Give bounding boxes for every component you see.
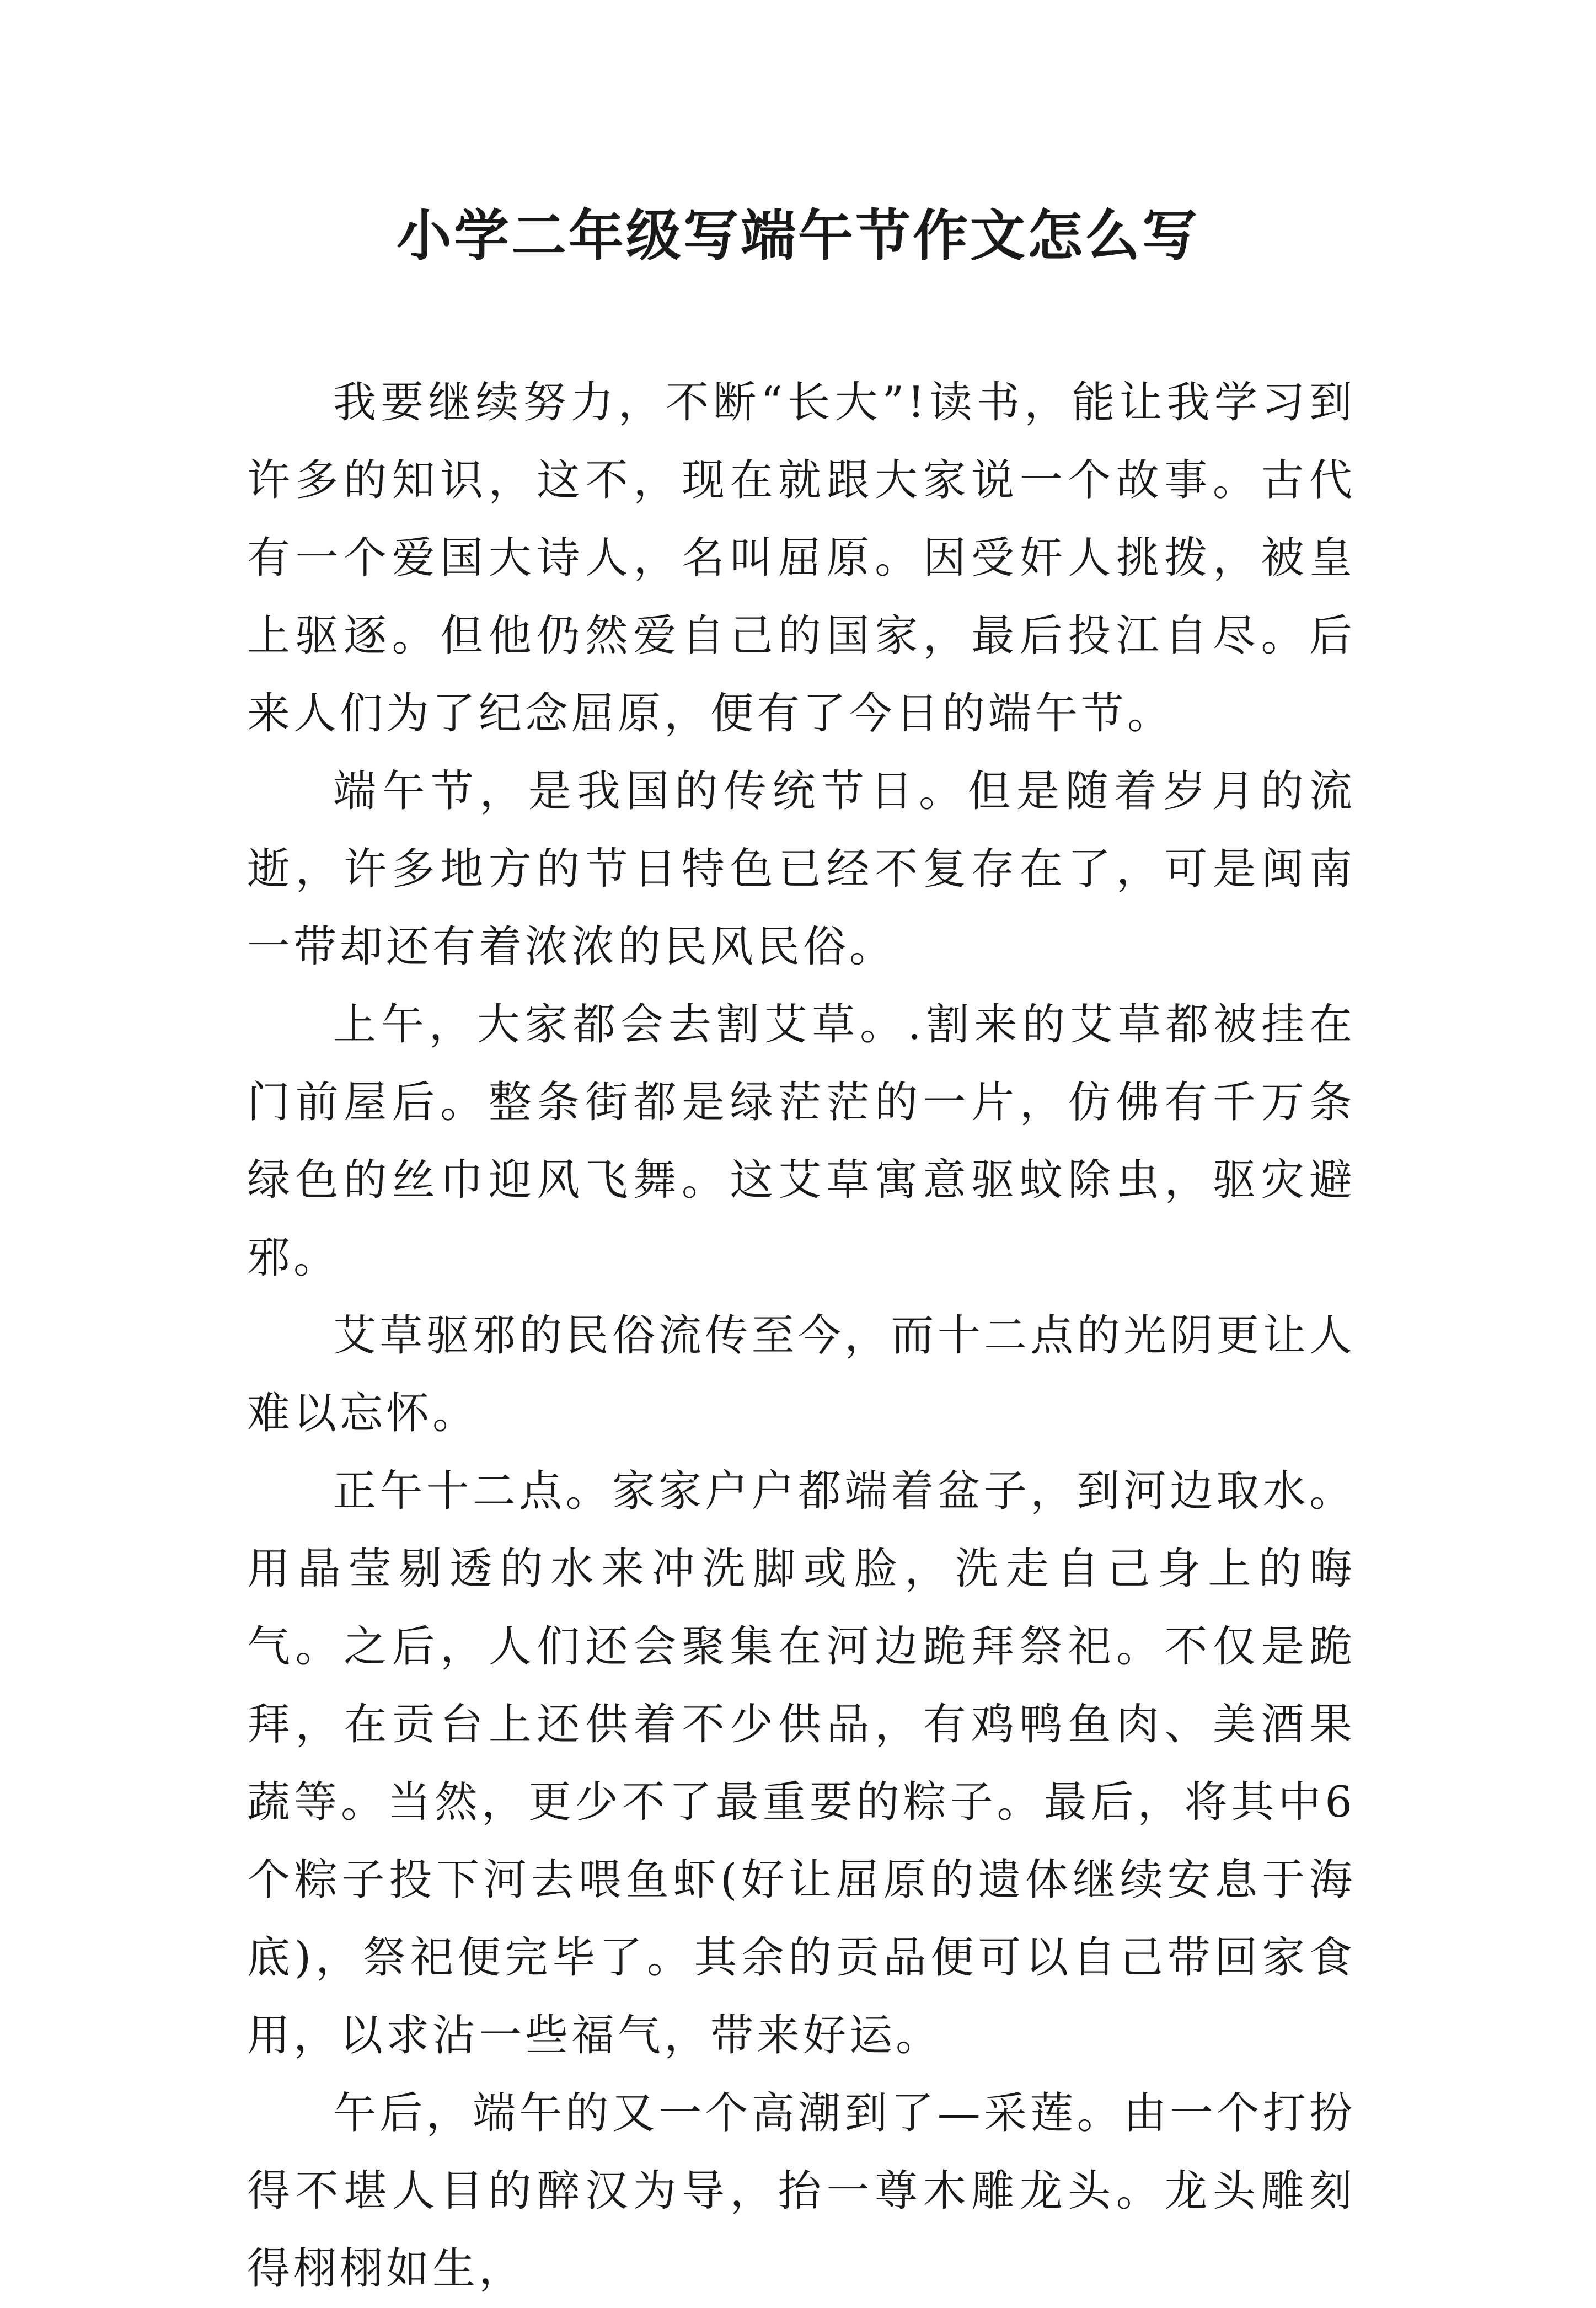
paragraph-2: 端午节，是我国的传统节日。但是随着岁月的流逝，许多地方的节日特色已经不复存在了，可是闽南一带却还有着浓浓的民风民俗。: [247, 767, 1356, 972]
paragraph-5: 正午十二点。家家户户都端着盆子，到河边取水。用晶莹剔透的水来冲洗脚或脸，洗走自己身上的晦气。之后，人们还会聚集在河边跪拜祭祀。不仅是跪拜，在贡台上还供着不少供品，有鸡鸭鱼肉、美酒果蔬等。当然，更少不了最重要的粽子。最后，将其中6个粽子投下河去喂鱼虾(好让屈原的遗体继续安息于海底)，祭祀便完毕了。其余的贡品便可以自己带回家食用，以求沾一些福气，带来好运。: [247, 1466, 1356, 2060]
paragraph-6: 午后，端午的又一个高潮到了—采莲。由一个打扮得不堪人目的醉汉为导，抬一尊木雕龙头。龙头雕刻得栩栩如生，: [247, 2089, 1356, 2294]
document-body: [247, 364, 1356, 2308]
paragraph-3: 上午，大家都会去割艾草。.割来的艾草都被挂在门前屋后。整条街都是绿茫茫的一片，仿佛有千万条绿色的丝巾迎风飞舞。这艾草寓意驱蚊除虫，驱灾避邪。: [247, 1000, 1356, 1283]
document-title: 小学二年级写端午节作文怎么写: [397, 203, 1199, 268]
paragraph-4: 艾草驱邪的民俗流传至今，而十二点的光阴更让人难以忘怀。: [247, 1311, 1356, 1438]
paragraph-1: 我要继续努力，不断“长大”!读书，能让我学习到许多的知识，这不，现在就跟大家说一个故事。古代有一个爱国大诗人，名叫屈原。因受奸人挑拨，被皇上驱逐。但他仍然爱自己的国家，最后投江自尽。后来人们为了纪念屈原，便有了今日的端午节。: [247, 378, 1356, 738]
